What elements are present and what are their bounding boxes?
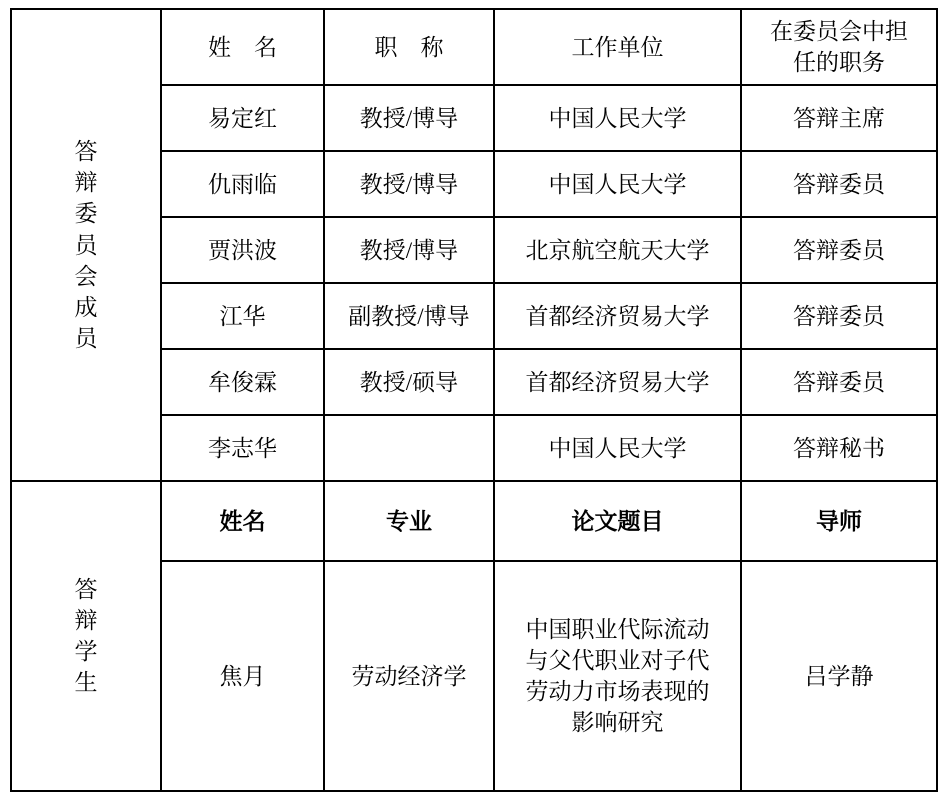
committee-role-header-line: 在委员会中担	[770, 19, 908, 44]
column-header-advisor: 导师	[741, 481, 937, 561]
committee-label-char: 会	[74, 263, 98, 289]
member-title: 教授/硕导	[324, 349, 494, 415]
thesis-title-line: 与父代职业对子代	[525, 648, 710, 674]
member-unit: 北京航空航天大学	[494, 217, 741, 283]
member-name: 江华	[161, 283, 324, 349]
student-label-char: 辩	[74, 608, 98, 634]
member-name: 李志华	[161, 415, 324, 481]
committee-role-header-line: 任的职务	[793, 50, 885, 76]
committee-label-char: 答	[74, 139, 98, 165]
thesis-title	[494, 561, 741, 791]
student-major: 劳动经济学	[324, 561, 494, 791]
committee-label-char: 员	[74, 325, 98, 351]
member-title	[324, 415, 494, 481]
committee-label-char: 员	[74, 232, 98, 258]
student-name: 焦月	[161, 561, 324, 791]
member-unit: 首都经济贸易大学	[494, 349, 741, 415]
student-advisor: 吕学静	[741, 561, 937, 791]
member-name: 贾洪波	[161, 217, 324, 283]
member-unit: 中国人民大学	[494, 85, 741, 151]
member-role: 答辩委员	[741, 151, 937, 217]
member-unit: 首都经济贸易大学	[494, 283, 741, 349]
column-header-thesis-title: 论文题目	[494, 481, 741, 561]
member-role: 答辩委员	[741, 217, 937, 283]
member-title: 教授/博导	[324, 217, 494, 283]
member-name: 牟俊霖	[161, 349, 324, 415]
column-header-title: 职 称	[324, 9, 494, 85]
table-row	[11, 9, 937, 85]
committee-label-char: 委	[74, 201, 98, 227]
column-header-student-name: 姓名	[161, 481, 324, 561]
member-title: 副教授/博导	[324, 283, 494, 349]
thesis-title-line: 劳动力市场表现的	[525, 679, 710, 705]
member-role: 答辩主席	[741, 85, 937, 151]
student-section-label	[11, 481, 161, 791]
table-row	[11, 481, 937, 561]
member-name: 易定红	[161, 85, 324, 151]
member-title: 教授/博导	[324, 85, 494, 151]
committee-section-label	[11, 9, 161, 481]
member-title: 教授/博导	[324, 151, 494, 217]
member-role: 答辩委员	[741, 283, 937, 349]
column-header-major: 专业	[324, 481, 494, 561]
defense-info-table	[10, 8, 938, 792]
thesis-title-line: 中国职业代际流动	[525, 617, 710, 642]
member-role: 答辩秘书	[741, 415, 937, 481]
member-unit: 中国人民大学	[494, 151, 741, 217]
member-role: 答辩委员	[741, 349, 937, 415]
committee-label-char: 辩	[74, 170, 98, 196]
student-label-char: 生	[74, 670, 98, 696]
thesis-title-line: 影响研究	[571, 710, 664, 736]
column-header-name: 姓 名	[161, 9, 324, 85]
student-label-char: 学	[74, 639, 98, 665]
column-header-work-unit: 工作单位	[494, 9, 741, 85]
column-header-committee-role	[741, 9, 937, 85]
committee-label-char: 成	[74, 294, 98, 320]
student-label-char: 答	[74, 577, 98, 602]
member-name: 仇雨临	[161, 151, 324, 217]
member-unit: 中国人民大学	[494, 415, 741, 481]
